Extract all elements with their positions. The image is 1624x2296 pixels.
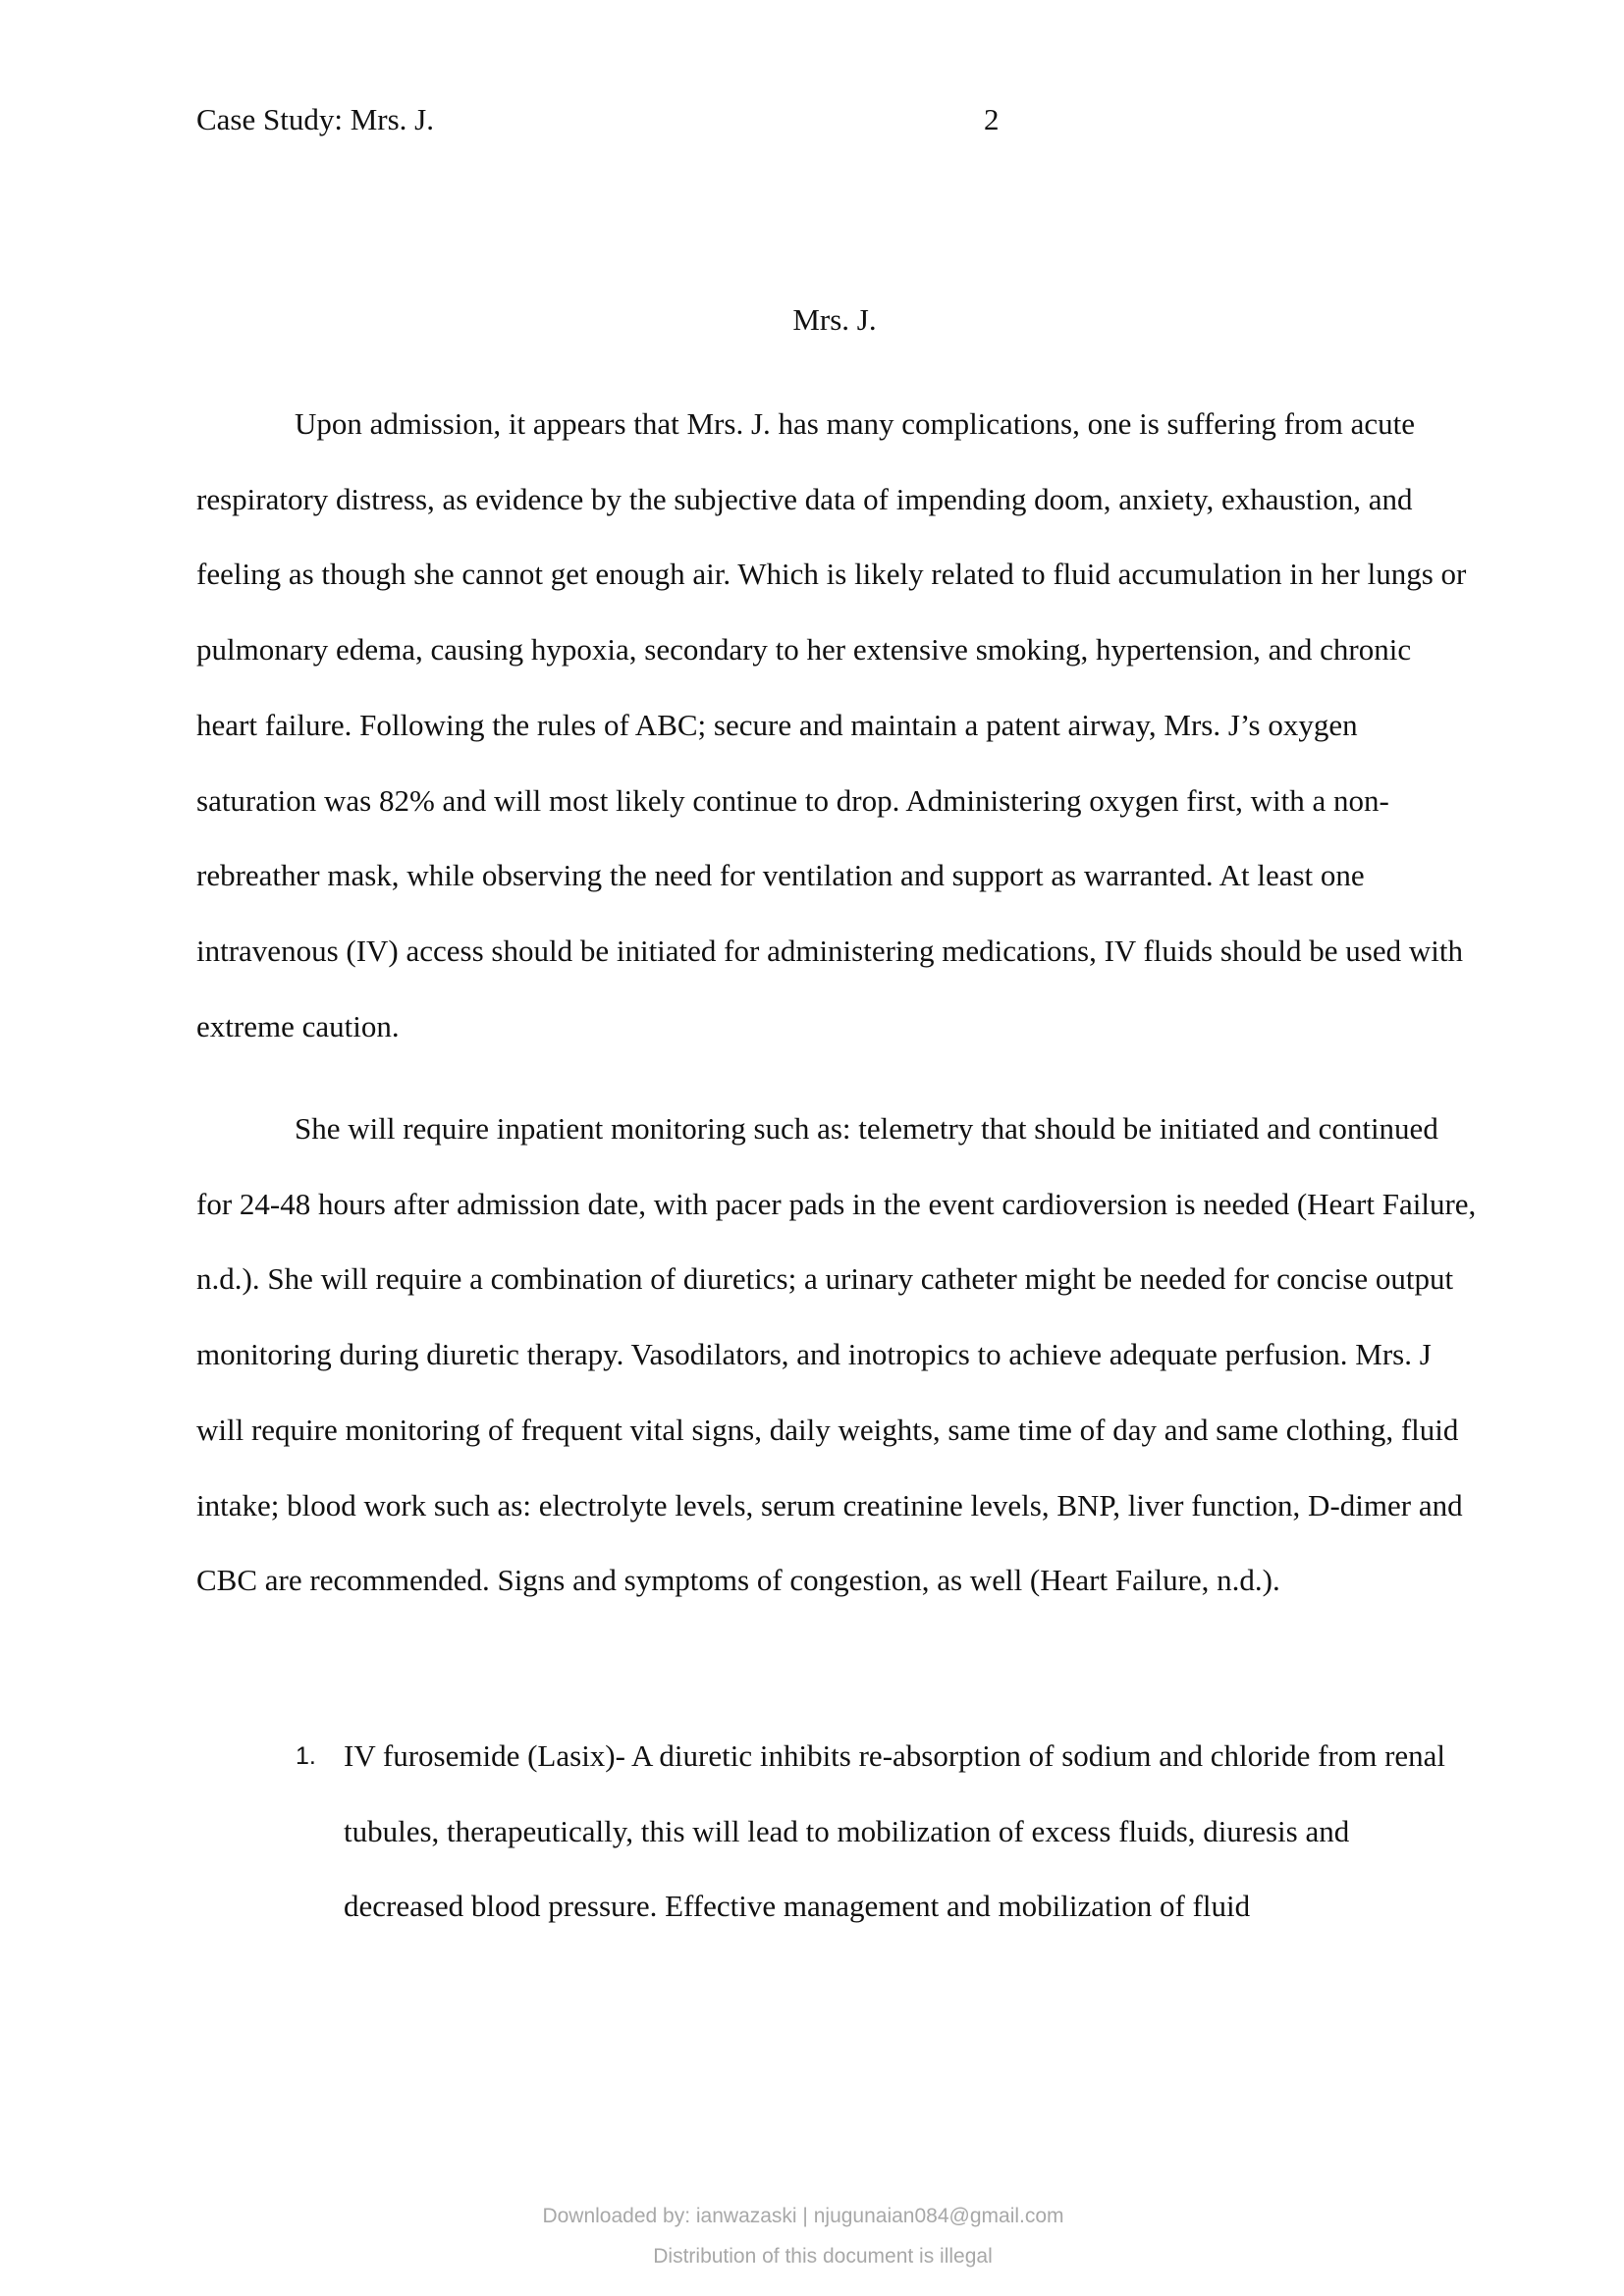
distribution-notice: Distribution of this document is illegal: [653, 2245, 993, 2268]
download-watermark: Downloaded by: ianwazaski | njugunaian084@gmail.com: [542, 2205, 1064, 2227]
list-item: [196, 1719, 1477, 1945]
paragraph-monitoring: She will require inpatient monitoring such as: telemetry that should be initiated and continued for 24-48 hours after admission date, with pacer pads in the event cardioversion is needed (Heart Failure, n.d.). She will require a combination of diuretics; a urinary catheter might be needed for concise output monitoring during diuretic therapy. Vasodilators, and inotropics to achieve adequate perfusion. Mrs. J will require monitoring of frequent vital signs, daily weights, same time of day and same clothing, fluid intake; blood work such as: electrolyte levels, serum creatinine levels, BNP, liver function, D-dimer and CBC are recommended. Signs and symptoms of congestion, as well (Heart Failure, n.d.).: [196, 1111, 1477, 1598]
page-number: 2: [984, 102, 1000, 136]
running-head: Case Study: Mrs. J.: [196, 102, 434, 136]
document-title: Mrs. J.: [792, 302, 877, 337]
medication-list: [196, 1719, 1477, 1945]
paragraph-assessment: Upon admission, it appears that Mrs. J. has many complications, one is suffering from acute respiratory distress, as evidence by the subjective data of impending doom, anxiety, exhaustion, and feeling as though she cannot get enough air. Which is likely related to fluid accumulation in her lungs or pulmonary edema, causing hypoxia, secondary to her extensive smoking, hypertension, and chronic heart failure. Following the rules of ABC; secure and maintain a patent airway, Mrs. J’s oxygen saturation was 82% and will most likely continue to drop. Administering oxygen first, with a non-rebreather mask, while observing the need for ventilation and support as warranted. At least one intravenous (IV) access should be initiated for administering medications, IV fluids should be used with extreme caution.: [196, 406, 1467, 1043]
list-marker: 1.: [296, 1742, 316, 1770]
list-item-text: IV furosemide (Lasix)- A diuretic inhibits re-absorption of sodium and chloride from renal tubules, therapeutically, this will lead to mobilization of excess fluids, diuresis and decreased blood pressure. Effective management and mobilization of fluid: [344, 1738, 1446, 1924]
